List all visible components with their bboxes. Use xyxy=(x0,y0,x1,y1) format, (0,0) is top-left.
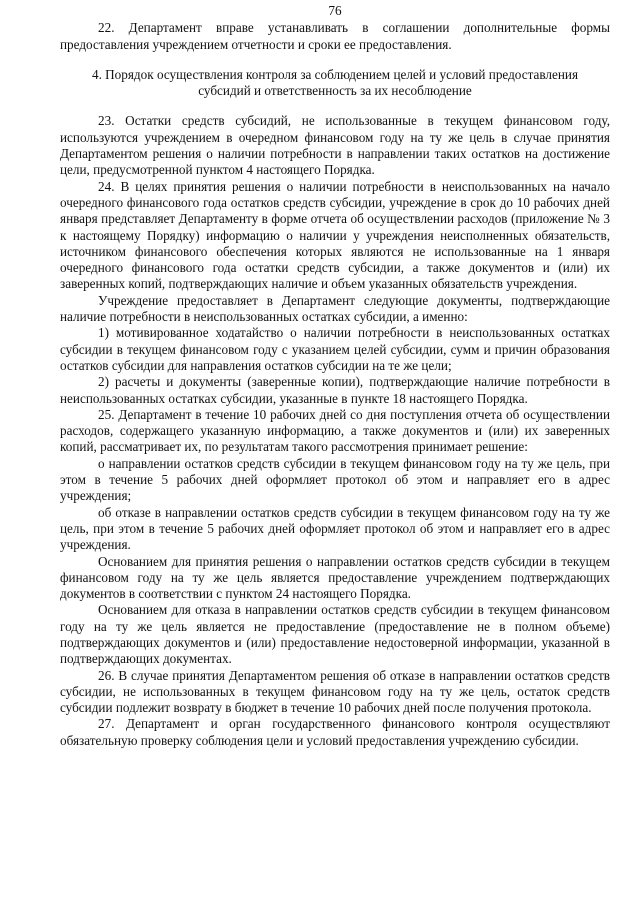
paragraph-25: 25. Департамент в течение 10 рабочих дней со дня поступления отчета об осуществлении расходов, содержащего указанную информацию, а также документов и (или) их заверенных копий, рассматривает их, по результатам такого рассмотрения принимает решение: xyxy=(60,406,610,455)
decision-option-approve: о направлении остатков средств субсидии в текущем финансовом году на ту же цель, при этом в течение 5 рабочих дней оформляет протокол об этом и направляет его в адрес учреждения; xyxy=(60,455,610,504)
paragraph-24: 24. В целях принятия решения о наличии потребности в неиспользованных на начало очередного финансового года остатков средств субсидии, учреждение в срок до 10 рабочих дней января представляет Департаменту в форме отчета об осуществлении расходов (приложение № 3 к настоящему Порядку) информацию о наличии у учреждения неисполненных обязательств, источником финансового обеспечения которых являются не использованные на 1 января очередного финансового года остатки средств субсидии, а также документов и (или) их заверенных копий, подтверждающих наличие и объем указанных обязательств учреждения. xyxy=(60,178,610,292)
paragraph-27: 27. Департамент и орган государственного финансового контроля осуществляют обязательную проверку соблюдения цели и условий предоставления учреждению субсидии. xyxy=(60,716,610,748)
list-item-1: 1) мотивированное ходатайство о наличии потребности в неиспользованных остатках субсидии в текущем финансовом году с указанием целей субсидии, сумм и причин образования остатков субсидии для направления остатков субсидии на те же цели; xyxy=(60,325,610,373)
paragraph-basis-approve: Основанием для принятия решения о направлении остатков средств субсидии в текущем финансовом году на ту же цель является предоставление учреждением подтверждающих документов в соответствии с пунктом 24 настоящего Порядка. xyxy=(60,553,610,602)
section-heading: 4. Порядок осуществления контроля за соблюдением целей и условий предоставления субсидий и ответственность за их несоблюдение xyxy=(91,66,579,99)
paragraph-23: 23. Остатки средств субсидий, не использованные в текущем финансовом году, используются учреждением в очередном финансовом году на ту же цель в случае принятия Департаментом решения о наличии потребности в направлении таких остатков на достижение цели, предусмотренной пунктом 4 настоящего Порядка. xyxy=(60,113,610,178)
decision-option-refuse: об отказе в направлении остатков средств субсидии в текущем финансовом году на ту же цель, при этом в течение 5 рабочих дней оформляет протокол об этом и направляет его в адрес учреждения. xyxy=(60,504,610,553)
paragraph-26: 26. В случае принятия Департаментом решения об отказе в направлении остатков средств субсидии, не использованных в текущем финансовом году на ту же цель, остаток средств субсидии подлежит возврату в бюджет в течение 10 рабочих дней после получения протокола. xyxy=(60,667,610,716)
page-number: 76 xyxy=(328,3,342,18)
paragraph-documents-intro: Учреждение предоставляет в Департамент следующие документы, подтверждающие наличие потребности в неиспользованных остатках субсидии, а именно: xyxy=(60,292,610,325)
list-item-2: 2) расчеты и документы (заверенные копии), подтверждающие наличие потребности в неиспользованных остатках субсидии, указанные в пункте 18 настоящего Порядка. xyxy=(60,374,610,406)
paragraph-basis-refuse: Основанием для отказа в направлении остатков средств субсидии в текущем финансовом году на ту же цель является не предоставление (предоставление не в полном объеме) подтверждающих документов и (или) предоставление недостоверной информации, указанной в подтверждающих документах. xyxy=(60,602,610,667)
paragraph-22: 22. Департамент вправе устанавливать в соглашении дополнительные формы предоставления учреждением отчетности и сроки ее предоставления. xyxy=(60,20,610,52)
